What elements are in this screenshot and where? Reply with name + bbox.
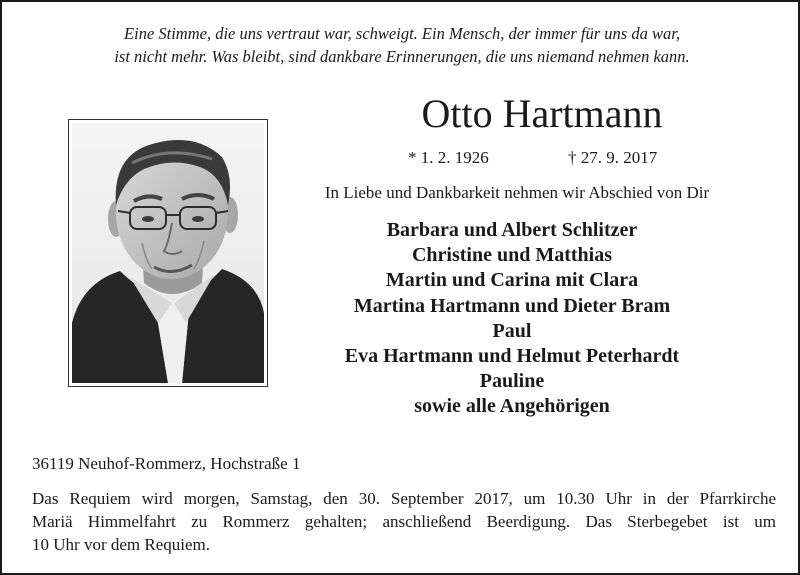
portrait-illustration: [72, 123, 264, 383]
service-line-3: 10 Uhr vor dem Requiem.: [32, 535, 210, 554]
service-details: [32, 487, 776, 556]
quote-line-2: ist nicht mehr. Was bleibt, sind dankbare Erinnerungen, die uns niemand nehmen kann.: [114, 47, 690, 66]
deceased-name: Otto Hartmann: [421, 91, 663, 136]
mourner-item: Martina Hartmann und Dieter Bram: [353, 294, 671, 317]
mourner-item: Barbara und Albert Schlitzer: [386, 219, 638, 241]
mourner-item: Martin und Carina mit Clara: [385, 269, 639, 292]
mourner-item: Pauline: [479, 370, 545, 393]
memorial-quote: [2, 22, 800, 68]
family-address: 36119 Neuhof-Rommerz, Hochstraße 1: [32, 454, 301, 473]
death-date: † 27. 9. 2017: [568, 148, 658, 167]
mourner-item: Paul: [492, 319, 532, 342]
mourner-item: sowie alle Angehörigen: [414, 395, 610, 418]
service-line-1: Das Requiem wird morgen, Samstag, den 30. September 2017, um 10.30 Uhr in der Pfarrkirche: [32, 489, 776, 508]
birth-date: * 1. 2. 1926: [408, 148, 489, 167]
mourner-item: Christine und Matthias: [411, 244, 613, 267]
farewell-line: In Liebe und Dankbarkeit nehmen wir Abschied von Dir: [324, 183, 710, 202]
mourners-list: [322, 218, 702, 420]
service-line-2: Mariä Himmelfahrt zu Rommerz gehalten; anschließend Beerdigung. Das Sterbegebet ist um: [32, 512, 776, 531]
mourner-item: Eva Hartmann und Helmut Peterhardt: [344, 345, 680, 368]
portrait-photo: [68, 119, 268, 387]
quote-line-1: Eine Stimme, die uns vertraut war, schweigt. Ein Mensch, der immer für uns da war,: [124, 24, 680, 43]
